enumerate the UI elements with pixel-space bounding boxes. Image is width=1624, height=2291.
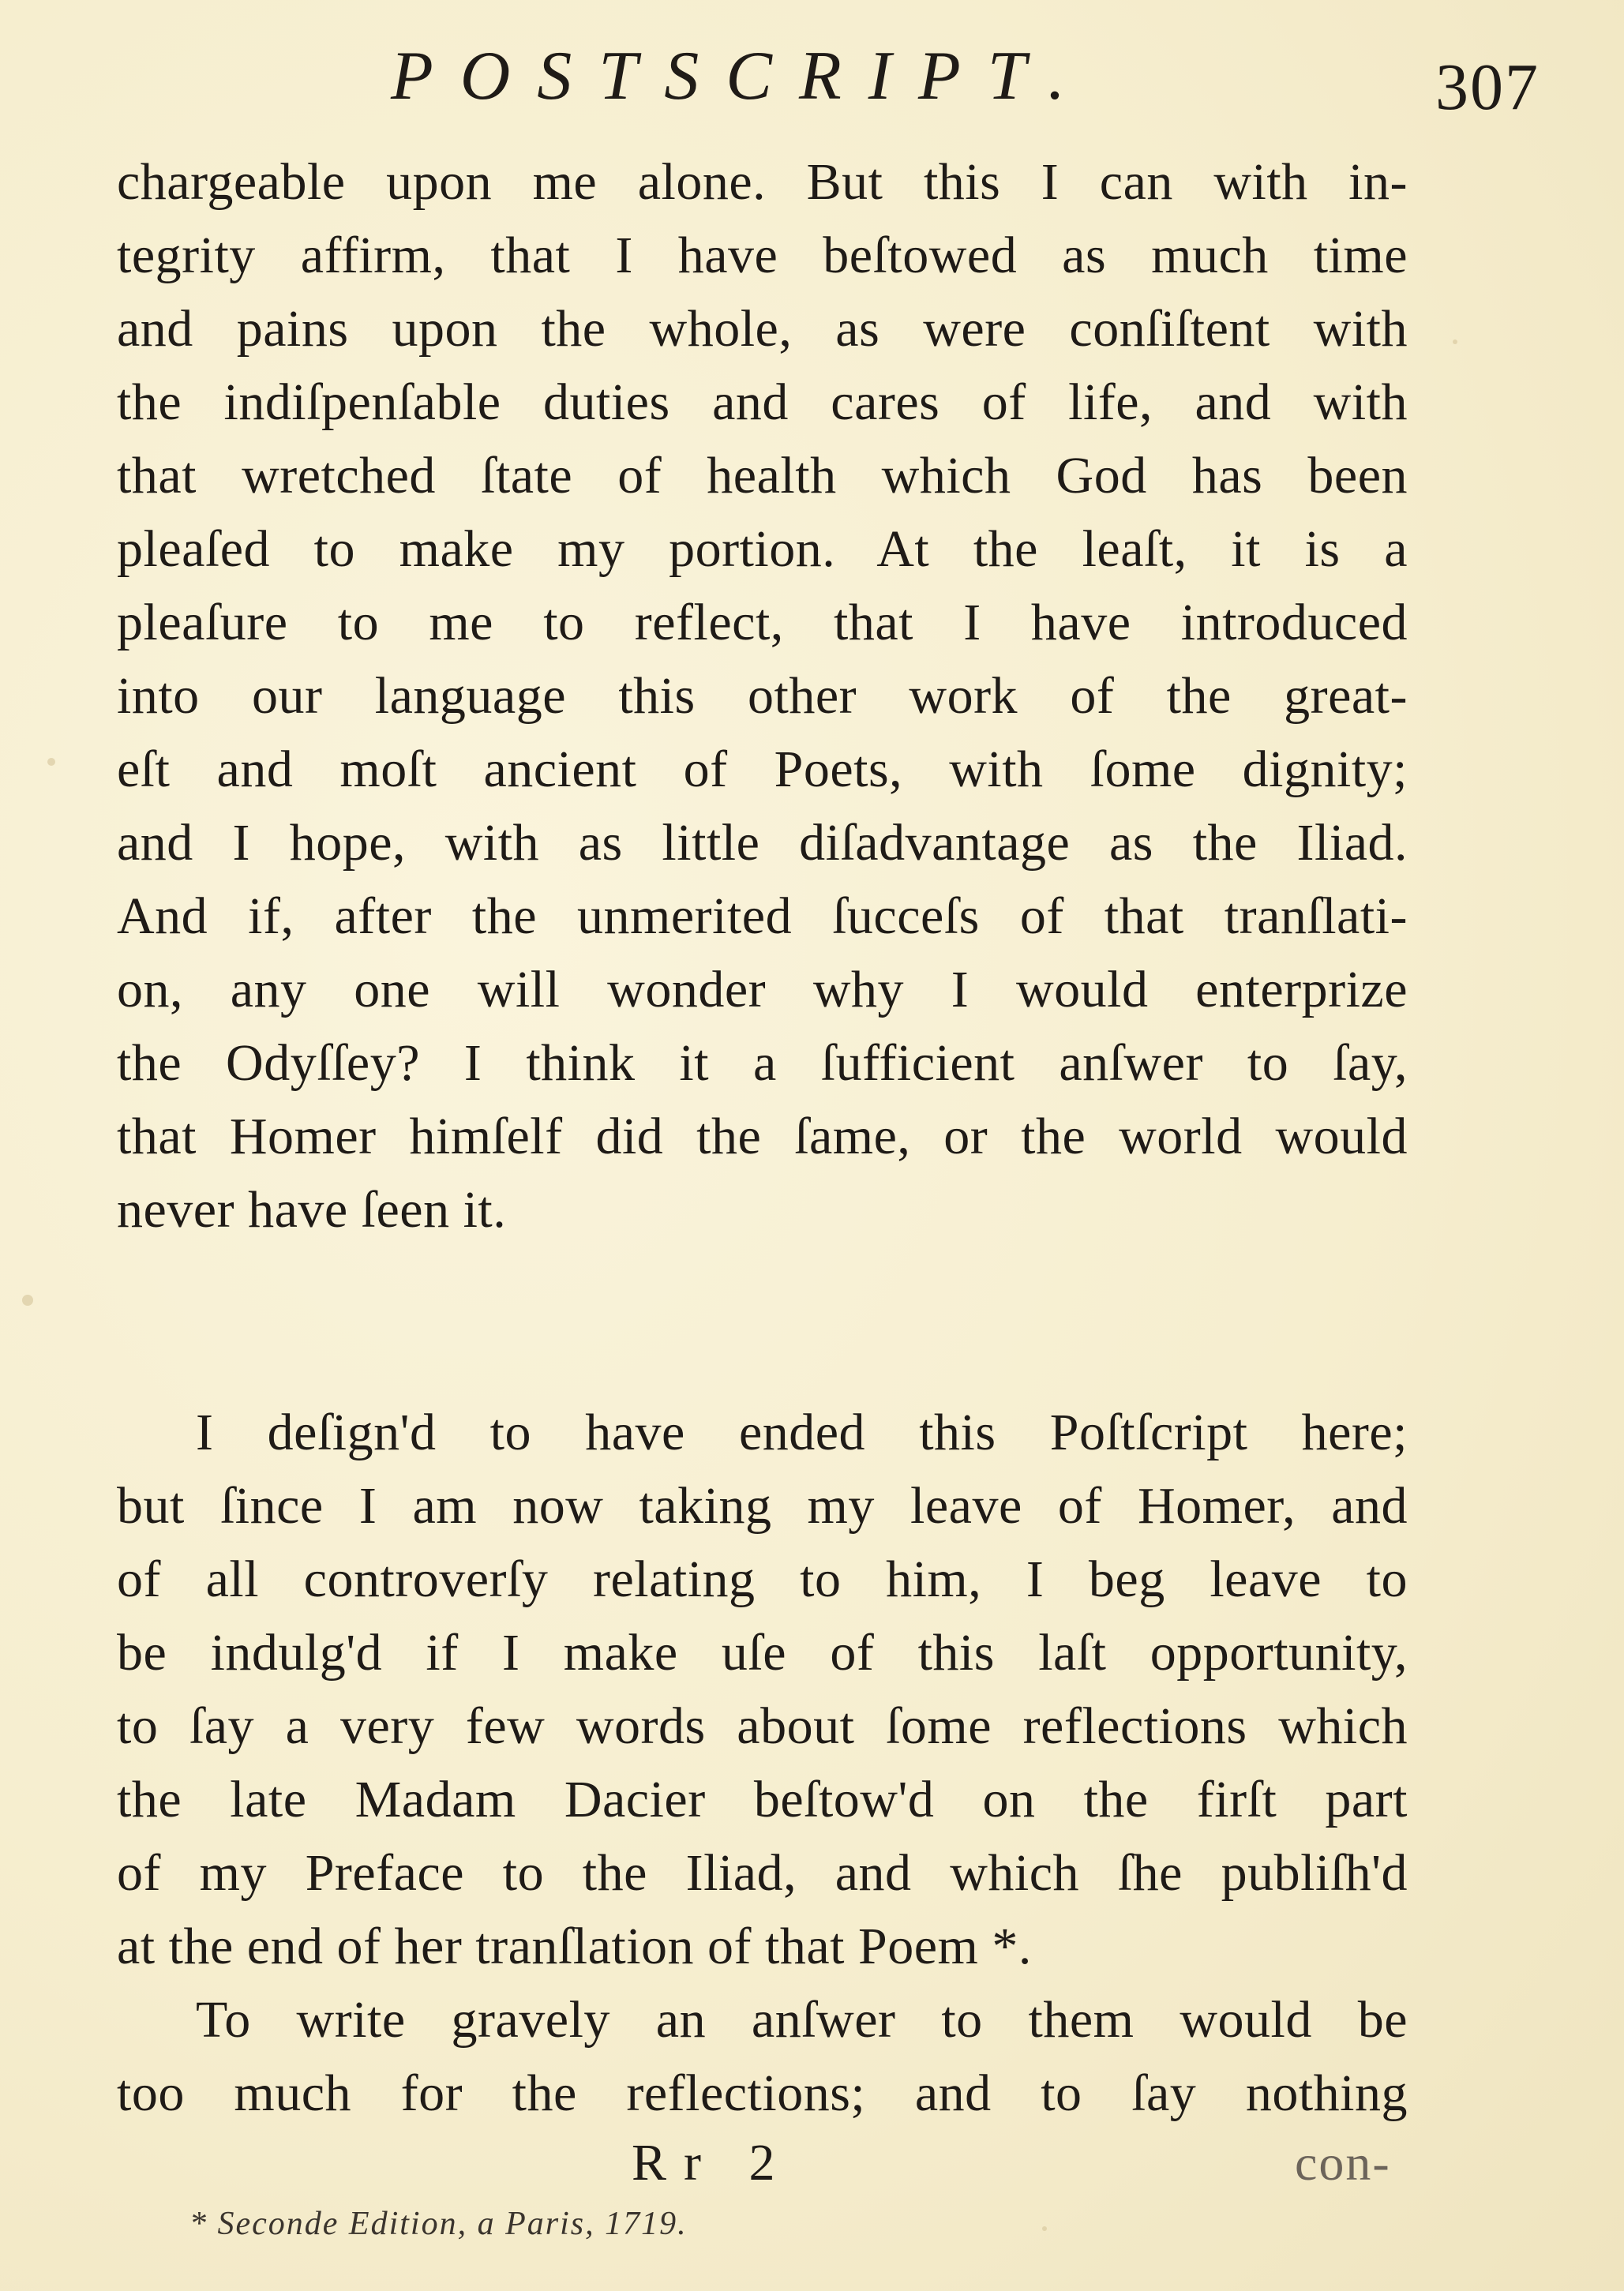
text-line: the indiſpenſable duties and cares of life, and with [117, 373, 1408, 431]
text-line: pleaſure to me to reflect, that I have introduced [117, 594, 1408, 651]
text-line: that Homer himſelf did the ſame, or the world would [117, 1108, 1408, 1165]
text-line: the late Madam Dacier beſtow'd on the firſt part [117, 1771, 1408, 1828]
text-line: that wretched ſtate of health which God has been [117, 447, 1408, 504]
text-line: the Odyſſey? I think it a ſufficient anſwer to ſay, [117, 1034, 1408, 1092]
text-line: and pains upon the whole, as were conſiſtent with [117, 300, 1408, 358]
paragraph-continuation [117, 145, 1408, 1247]
paper-speck [1042, 2226, 1047, 2231]
text-line: to ſay a very few words about ſome reflections which [117, 1697, 1408, 1755]
signature-mark: Rr 2 [632, 2134, 793, 2192]
text-line: And if, after the unmerited ſucceſs of that tranſlati- [117, 887, 1408, 945]
text-line: chargeable upon me alone. But this I can with in- [117, 153, 1408, 211]
text-line: eſt and moſt ancient of Poets, with ſome dignity; [117, 741, 1408, 798]
text-line: too much for the reflections; and to ſay nothing [117, 2064, 1408, 2122]
text-line: and I hope, with as little diſadvantage as the Iliad. [117, 814, 1408, 872]
text-line: at the end of her tranſlation of that Poem *. [117, 1918, 1032, 1975]
text-line: tegrity affirm, that I have beſtowed as much time [117, 227, 1408, 284]
text-line: never have ſeen it. [117, 1181, 507, 1239]
paper-speck [47, 758, 55, 766]
text-line: on, any one will wonder why I would enterprize [117, 961, 1408, 1018]
page-number: 307 [1435, 51, 1540, 124]
paper-speck [22, 1295, 33, 1306]
footnote: * Seconde Edition, a Paris, 1719. [189, 2206, 688, 2242]
text-line: To write gravely an anſwer to them would be [196, 1991, 1408, 2049]
text-line: into our language this other work of the great- [117, 667, 1408, 725]
text-line: pleaſed to make my portion. At the leaſt, it is a [117, 520, 1408, 578]
paper-speck [1453, 339, 1457, 344]
catchword: con- [1295, 2135, 1391, 2191]
text-line: of all controverſy relating to him, I beg leave to [117, 1550, 1408, 1608]
page-title: POSTSCRIPT. [391, 38, 1093, 114]
page-footer [0, 2128, 1624, 2199]
text-line: be indulg'd if I make uſe of this laſt opportunity, [117, 1624, 1408, 1682]
paragraph-dacier [117, 1396, 1408, 2130]
text-line: of my Preface to the Iliad, and which ſhe publiſh'd [117, 1844, 1408, 1902]
text-line: but ſince I am now taking my leave of Homer, and [117, 1477, 1408, 1535]
running-head [0, 33, 1624, 124]
text-line: I deſign'd to have ended this Poſtſcript here; [196, 1404, 1408, 1461]
